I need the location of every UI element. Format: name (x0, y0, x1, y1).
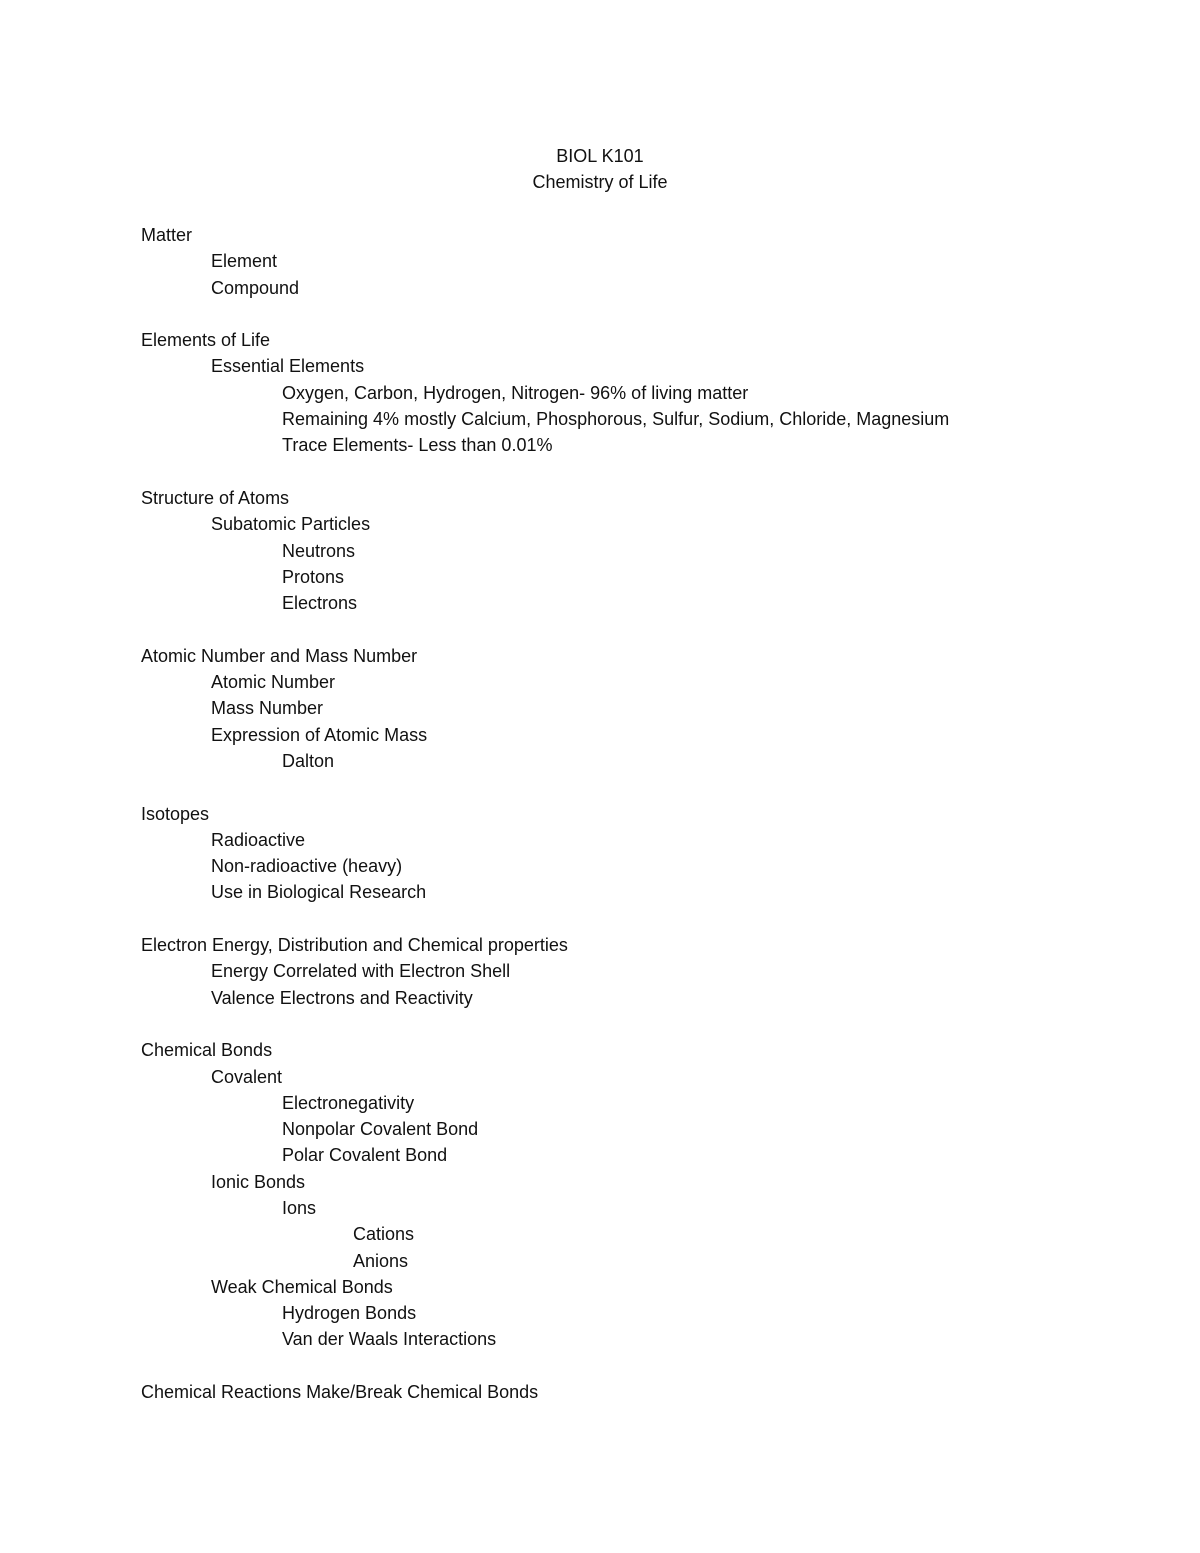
spacer (141, 774, 1141, 800)
outline-item-neutrons: Neutrons (282, 540, 356, 561)
outline-item-trace-elements: Trace Elements- Less than 0.01% (282, 435, 553, 456)
outline-item-electrons: Electrons (282, 593, 358, 614)
outline-item-weak-bonds: Weak Chemical Bonds (211, 1276, 393, 1297)
title-block (0, 143, 1200, 196)
section-heading-isotopes: Isotopes (141, 803, 210, 824)
outline-item-anions: Anions (353, 1250, 409, 1271)
spacer (141, 1353, 1141, 1379)
outline-item-major-elements: Oxygen, Carbon, Hydrogen, Nitrogen- 96% of living matter (282, 382, 749, 403)
section-heading-matter: Matter (141, 225, 193, 245)
outline-item-remaining-elements: Remaining 4% mostly Calcium, Phosphorous, Sulfur, Sodium, Chloride, Magnesium (282, 409, 950, 430)
section-heading-atomic-number: Atomic Number and Mass Number (141, 645, 418, 666)
outline-item-radioactive: Radioactive (211, 829, 306, 850)
section-heading-electron-energy: Electron Energy, Distribution and Chemical properties (141, 935, 568, 956)
outline-item-van-der-waals: Van der Waals Interactions (282, 1329, 497, 1350)
outline-item-biological-research: Use in Biological Research (211, 882, 427, 903)
spacer (141, 301, 1141, 327)
outline-item-hydrogen-bonds: Hydrogen Bonds (282, 1303, 417, 1324)
outline-item-element: Element (211, 251, 278, 272)
outline-item-mass-number: Mass Number (211, 698, 324, 719)
outline-item-nonpolar-covalent: Nonpolar Covalent Bond (282, 1119, 479, 1140)
outline-item-atomic-number: Atomic Number (211, 672, 336, 693)
spacer (141, 1011, 1141, 1037)
topic-title: Chemistry of Life (532, 172, 668, 193)
outline-item-non-radioactive: Non-radioactive (heavy) (211, 856, 403, 877)
outline-item-energy-shell: Energy Correlated with Electron Shell (211, 961, 511, 982)
outline-item-polar-covalent: Polar Covalent Bond (282, 1145, 448, 1166)
section-heading-elements-of-life: Elements of Life (141, 330, 271, 351)
spacer (141, 906, 1141, 932)
section-heading-chemical-bonds: Chemical Bonds (141, 1040, 273, 1061)
outline (141, 222, 1141, 1405)
outline-item-ions: Ions (282, 1197, 317, 1218)
outline-item-cations: Cations (353, 1224, 415, 1245)
outline-item-ionic-bonds: Ionic Bonds (211, 1171, 306, 1192)
outline-item-covalent: Covalent (211, 1066, 283, 1087)
outline-item-subatomic-particles: Subatomic Particles (211, 514, 371, 535)
section-heading-structure-of-atoms: Structure of Atoms (141, 487, 290, 508)
outline-item-atomic-mass-expression: Expression of Atomic Mass (211, 724, 428, 745)
outline-item-valence-electrons: Valence Electrons and Reactivity (211, 987, 473, 1008)
spacer (141, 459, 1141, 485)
outline-item-compound: Compound (211, 277, 300, 298)
course-title: BIOL K101 (556, 146, 644, 166)
outline-item-dalton: Dalton (282, 750, 335, 771)
outline-item-electronegativity: Electronegativity (282, 1092, 415, 1113)
outline-item-protons: Protons (282, 566, 345, 587)
spacer (141, 616, 1141, 642)
outline-item-essential-elements: Essential Elements (211, 356, 365, 377)
section-heading-chemical-reactions: Chemical Reactions Make/Break Chemical Bonds (141, 1382, 539, 1403)
